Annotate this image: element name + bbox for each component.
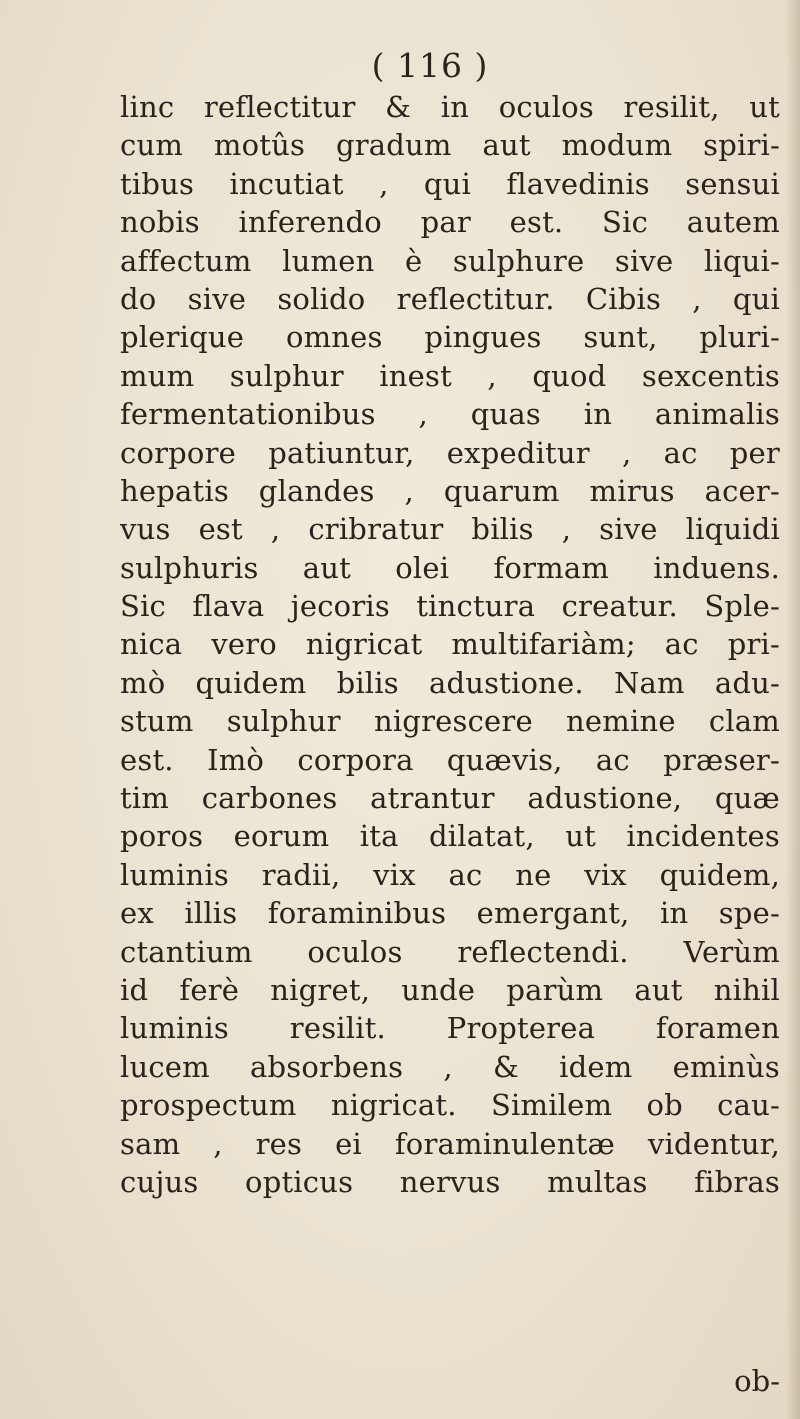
text-line: affectum lumen è sulphure sive liqui- xyxy=(120,243,780,278)
text-line: nica vero nigricat multifariàm; ac pri- xyxy=(120,627,780,662)
text-line: ctantium oculos reflectendi. Verùm xyxy=(120,934,780,969)
text-line: hepatis glandes , quarum mirus acer- xyxy=(120,473,780,508)
text-line: do sive solido reflectitur. Cibis , qui xyxy=(120,281,780,316)
text-line: corpore patiuntur, expeditur , ac per xyxy=(120,435,780,470)
text-line: tim carbones atrantur adustione, quæ xyxy=(120,781,780,816)
text-line: id ferè nigret, unde parùm aut nihil xyxy=(120,972,780,1007)
text-line: luminis radii, vix ac ne vix quidem, xyxy=(120,857,780,892)
text-line: sam , res ei foraminulentæ videntur, xyxy=(120,1126,780,1161)
text-line: mò quidem bilis adustione. Nam adu- xyxy=(120,665,780,700)
text-line: vus est , cribratur bilis , sive liquidi xyxy=(120,512,780,547)
text-line: cujus opticus nervus multas fibras xyxy=(120,1164,780,1199)
page-edge-shadow xyxy=(786,0,800,1419)
text-line: est. Imò corpora quævis, ac præser- xyxy=(120,742,780,777)
text-line: stum sulphur nigrescere nemine clam xyxy=(120,704,780,739)
text-line: tibus incutiat , qui flavedinis sensui xyxy=(120,166,780,201)
body-text xyxy=(120,88,780,1201)
text-line: linc reflectitur & in oculos resilit, ut xyxy=(120,90,780,124)
text-line: plerique omnes pingues sunt, pluri- xyxy=(120,320,780,355)
text-line: sulphuris aut olei formam induens. xyxy=(120,550,780,585)
text-line: nobis inferendo par est. Sic autem xyxy=(120,205,780,240)
text-line: Sic flava jecoris tinctura creatur. Sple- xyxy=(120,589,780,624)
page-number: ( 116 ) xyxy=(371,46,489,85)
text-line: ex illis foraminibus emergant, in spe- xyxy=(120,896,780,931)
text-line: luminis resilit. Propterea foramen xyxy=(120,1011,780,1046)
text-line: lucem absorbens , & idem eminùs xyxy=(120,1049,780,1084)
text-line: cum motûs gradum aut modum spiri- xyxy=(120,128,780,163)
text-line: fermentationibus , quas in animalis xyxy=(120,397,780,432)
catchword: ob- xyxy=(734,1364,780,1398)
catchword-container xyxy=(120,1362,780,1400)
text-line: poros eorum ita dilatat, ut incidentes xyxy=(120,819,780,854)
text-line: mum sulphur inest , quod sexcentis xyxy=(120,358,780,393)
text-line: prospectum nigricat. Similem ob cau- xyxy=(120,1088,780,1123)
